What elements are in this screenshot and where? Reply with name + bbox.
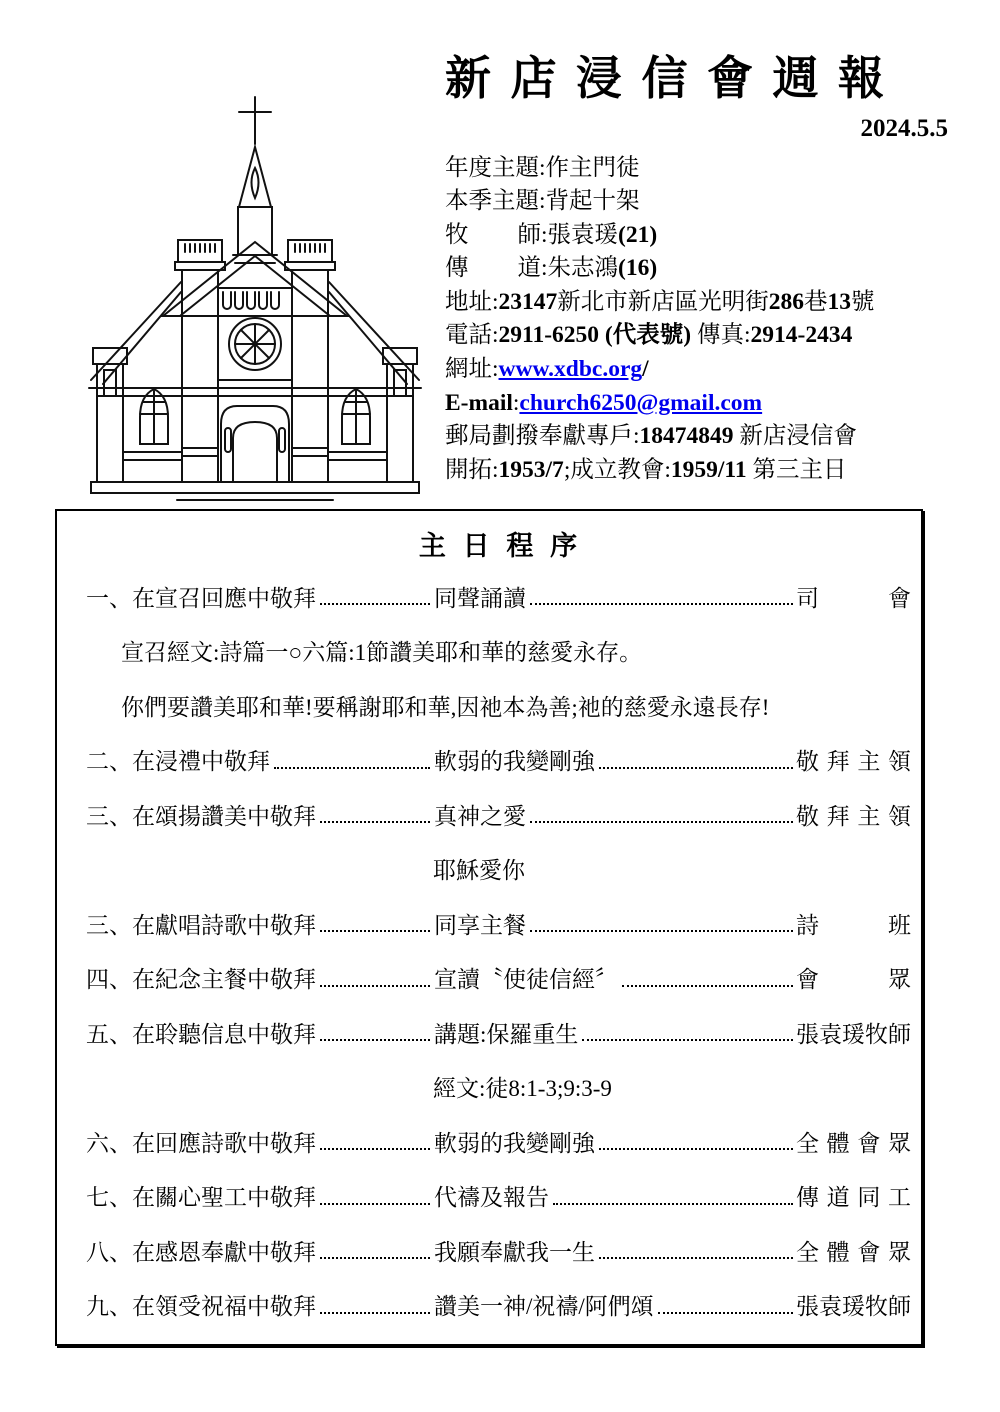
info-line [445,252,950,286]
program-entry [85,569,911,624]
program-note [85,678,911,733]
church-info-lines [445,152,950,488]
dotted-leader [320,930,430,932]
dotted-leader [658,1312,793,1314]
program-item-label: 三、在獻唱詩歌中敬拜 [86,912,316,938]
info-text: 本季主題:背起十架 [445,188,640,215]
dotted-leader [530,603,793,605]
program-content: 同享主餐 [434,912,526,938]
info-text: 地址: [445,288,499,315]
program-note-text: 經文:徒8:1-3;9:3-9 [433,1076,612,1102]
info-text: :朱志鴻 [541,255,619,282]
dotted-leader [320,821,430,823]
program-note-text: 宣召經文:詩篇一○六篇:1節讚美耶和華的慈愛永存。 [121,640,643,666]
info-text: 第三主日 [746,456,847,483]
program-item-label: 八、在感恩奉獻中敬拜 [86,1239,316,1265]
info-line [445,454,950,488]
issue-date: 2024.5.5 [860,114,948,142]
church-line-art [85,92,425,507]
program-content: 真神之愛 [434,803,526,829]
info-text: : [512,389,520,416]
program-leader: 詩班 [796,912,911,938]
program-entry [85,733,911,788]
info-line [445,219,950,253]
dotted-leader [582,1039,793,1041]
program-entry-left [85,798,433,831]
program-entry-left [85,743,433,776]
program-leader: 司會 [796,585,911,611]
program-entry-left [85,1179,433,1212]
info-text: :張袁瑗 [541,221,619,248]
info-text: 郵局劃撥奉獻專戶: [445,423,640,450]
info-text: 新北市新店區光明街 [557,288,769,315]
dotted-leader [320,1257,430,1259]
info-line [445,185,950,219]
info-line [445,319,950,353]
info-text: 傳真: [691,322,751,349]
program-rows [85,569,911,1332]
program-content: 我願奉獻我一生 [434,1239,595,1265]
sunday-program-box [55,509,923,1346]
dotted-leader [320,1203,430,1205]
dotted-leader [320,1312,430,1314]
info-line [445,286,950,320]
program-entry-left [85,1125,433,1158]
program-item-label: 九、在領受祝福中敬拜 [86,1294,316,1320]
program-leader: 敬拜主領 [796,749,911,775]
program-entry [85,951,911,1006]
program-entry-left [85,1016,433,1049]
program-content: 講題:保羅重生 [434,1021,579,1047]
info-text: 網址: [445,356,499,383]
dotted-leader [274,767,430,769]
program-entry [85,787,911,842]
info-text: 1953/7 [498,456,564,483]
info-text: (16) [618,255,658,282]
program-entry-left [85,907,433,940]
program-leader: 傳道同工 [796,1185,911,1211]
info-text: 1959/11 [670,456,747,483]
info-text: 13 [827,288,852,315]
program-entry-left [85,580,433,613]
dotted-leader [530,821,793,823]
program-entry-left [85,1234,433,1267]
cross-icon [239,97,271,144]
church-illustration [85,92,425,507]
info-line [445,387,950,421]
program-note-text: 耶穌愛你 [433,858,525,884]
program-item-label: 五、在聆聽信息中敬拜 [86,1021,316,1047]
info-text: 傳道 [445,255,541,282]
email-link[interactable]: church6250@gmail.com [519,389,763,416]
masthead-right [445,50,950,507]
program-note [85,624,911,679]
program-item-label: 三、在頌揚讚美中敬拜 [86,803,316,829]
dotted-leader [320,1039,430,1041]
dotted-leader [599,767,793,769]
info-text: 18474849 [639,423,734,450]
program-note-text: 你們要讚美耶和華!要稱謝耶和華,因祂本為善;祂的慈愛永遠長存! [121,694,770,720]
info-text: 牧師 [445,221,541,248]
program-content: 軟弱的我變剛強 [434,1130,595,1156]
info-text: 2911-6250 (代表號) [498,322,692,349]
program-entry-left [85,961,433,994]
program-entry [85,1114,911,1169]
info-text: 286 [768,288,805,315]
program-leader: 全體會眾 [796,1130,911,1156]
page-title: 新 店 浸 信 會 週 報 [445,53,884,104]
program-entry [85,1169,911,1224]
program-leader: 會眾 [796,967,911,993]
masthead [0,0,1000,507]
dotted-leader [599,1257,793,1259]
program-leader: 張袁瑗牧師 [796,1294,911,1320]
info-line [445,353,950,387]
info-text: 巷 [804,288,828,315]
info-text: 電話: [445,322,499,349]
website-link[interactable]: www.xdbc.org [498,356,643,383]
program-content: 讚美一神/祝禱/阿們頌 [434,1294,654,1320]
info-text: ;成立教會: [563,456,671,483]
dotted-leader [553,1203,793,1205]
dotted-leader [622,985,793,987]
program-leader: 敬拜主領 [796,803,911,829]
info-line [445,420,950,454]
program-entry [85,1223,911,1278]
program-title: 主 日 程 序 [418,531,578,561]
program-note [85,842,911,897]
dotted-leader [320,985,430,987]
info-text: 年度主題:作主門徒 [445,154,640,181]
program-item-label: 六、在回應詩歌中敬拜 [86,1130,316,1156]
program-content: 同聲誦讀 [434,585,526,611]
program-entry [85,1005,911,1060]
program-entry [85,1278,911,1333]
info-text: 號 [851,288,875,315]
program-entry [85,896,911,951]
program-item-label: 二、在浸禮中敬拜 [86,749,270,775]
program-leader: 張袁瑗牧師 [796,1021,911,1047]
program-content: 代禱及報告 [434,1185,549,1211]
info-text: 新店浸信會 [733,423,857,450]
info-line [445,152,950,186]
program-item-label: 四、在紀念主餐中敬拜 [86,967,316,993]
info-text: 開拓: [445,456,499,483]
info-text: / [642,356,649,383]
program-leader: 全體會眾 [796,1239,911,1265]
dotted-leader [320,603,430,605]
program-content: 軟弱的我變剛強 [434,749,595,775]
program-item-label: 七、在關心聖工中敬拜 [86,1185,316,1211]
info-text: 2914-2434 [750,322,853,349]
program-entry-left [85,1288,433,1321]
info-text: E-mail [445,389,513,416]
program-item-label: 一、在宣召回應中敬拜 [86,585,316,611]
program-note [85,1060,911,1115]
program-content: 宣讀〝使徒信經〞 [434,967,618,993]
info-text: 23147 [498,288,558,315]
info-text: (21) [618,221,658,248]
dotted-leader [320,1148,430,1150]
dotted-leader [599,1148,793,1150]
dotted-leader [530,930,793,932]
